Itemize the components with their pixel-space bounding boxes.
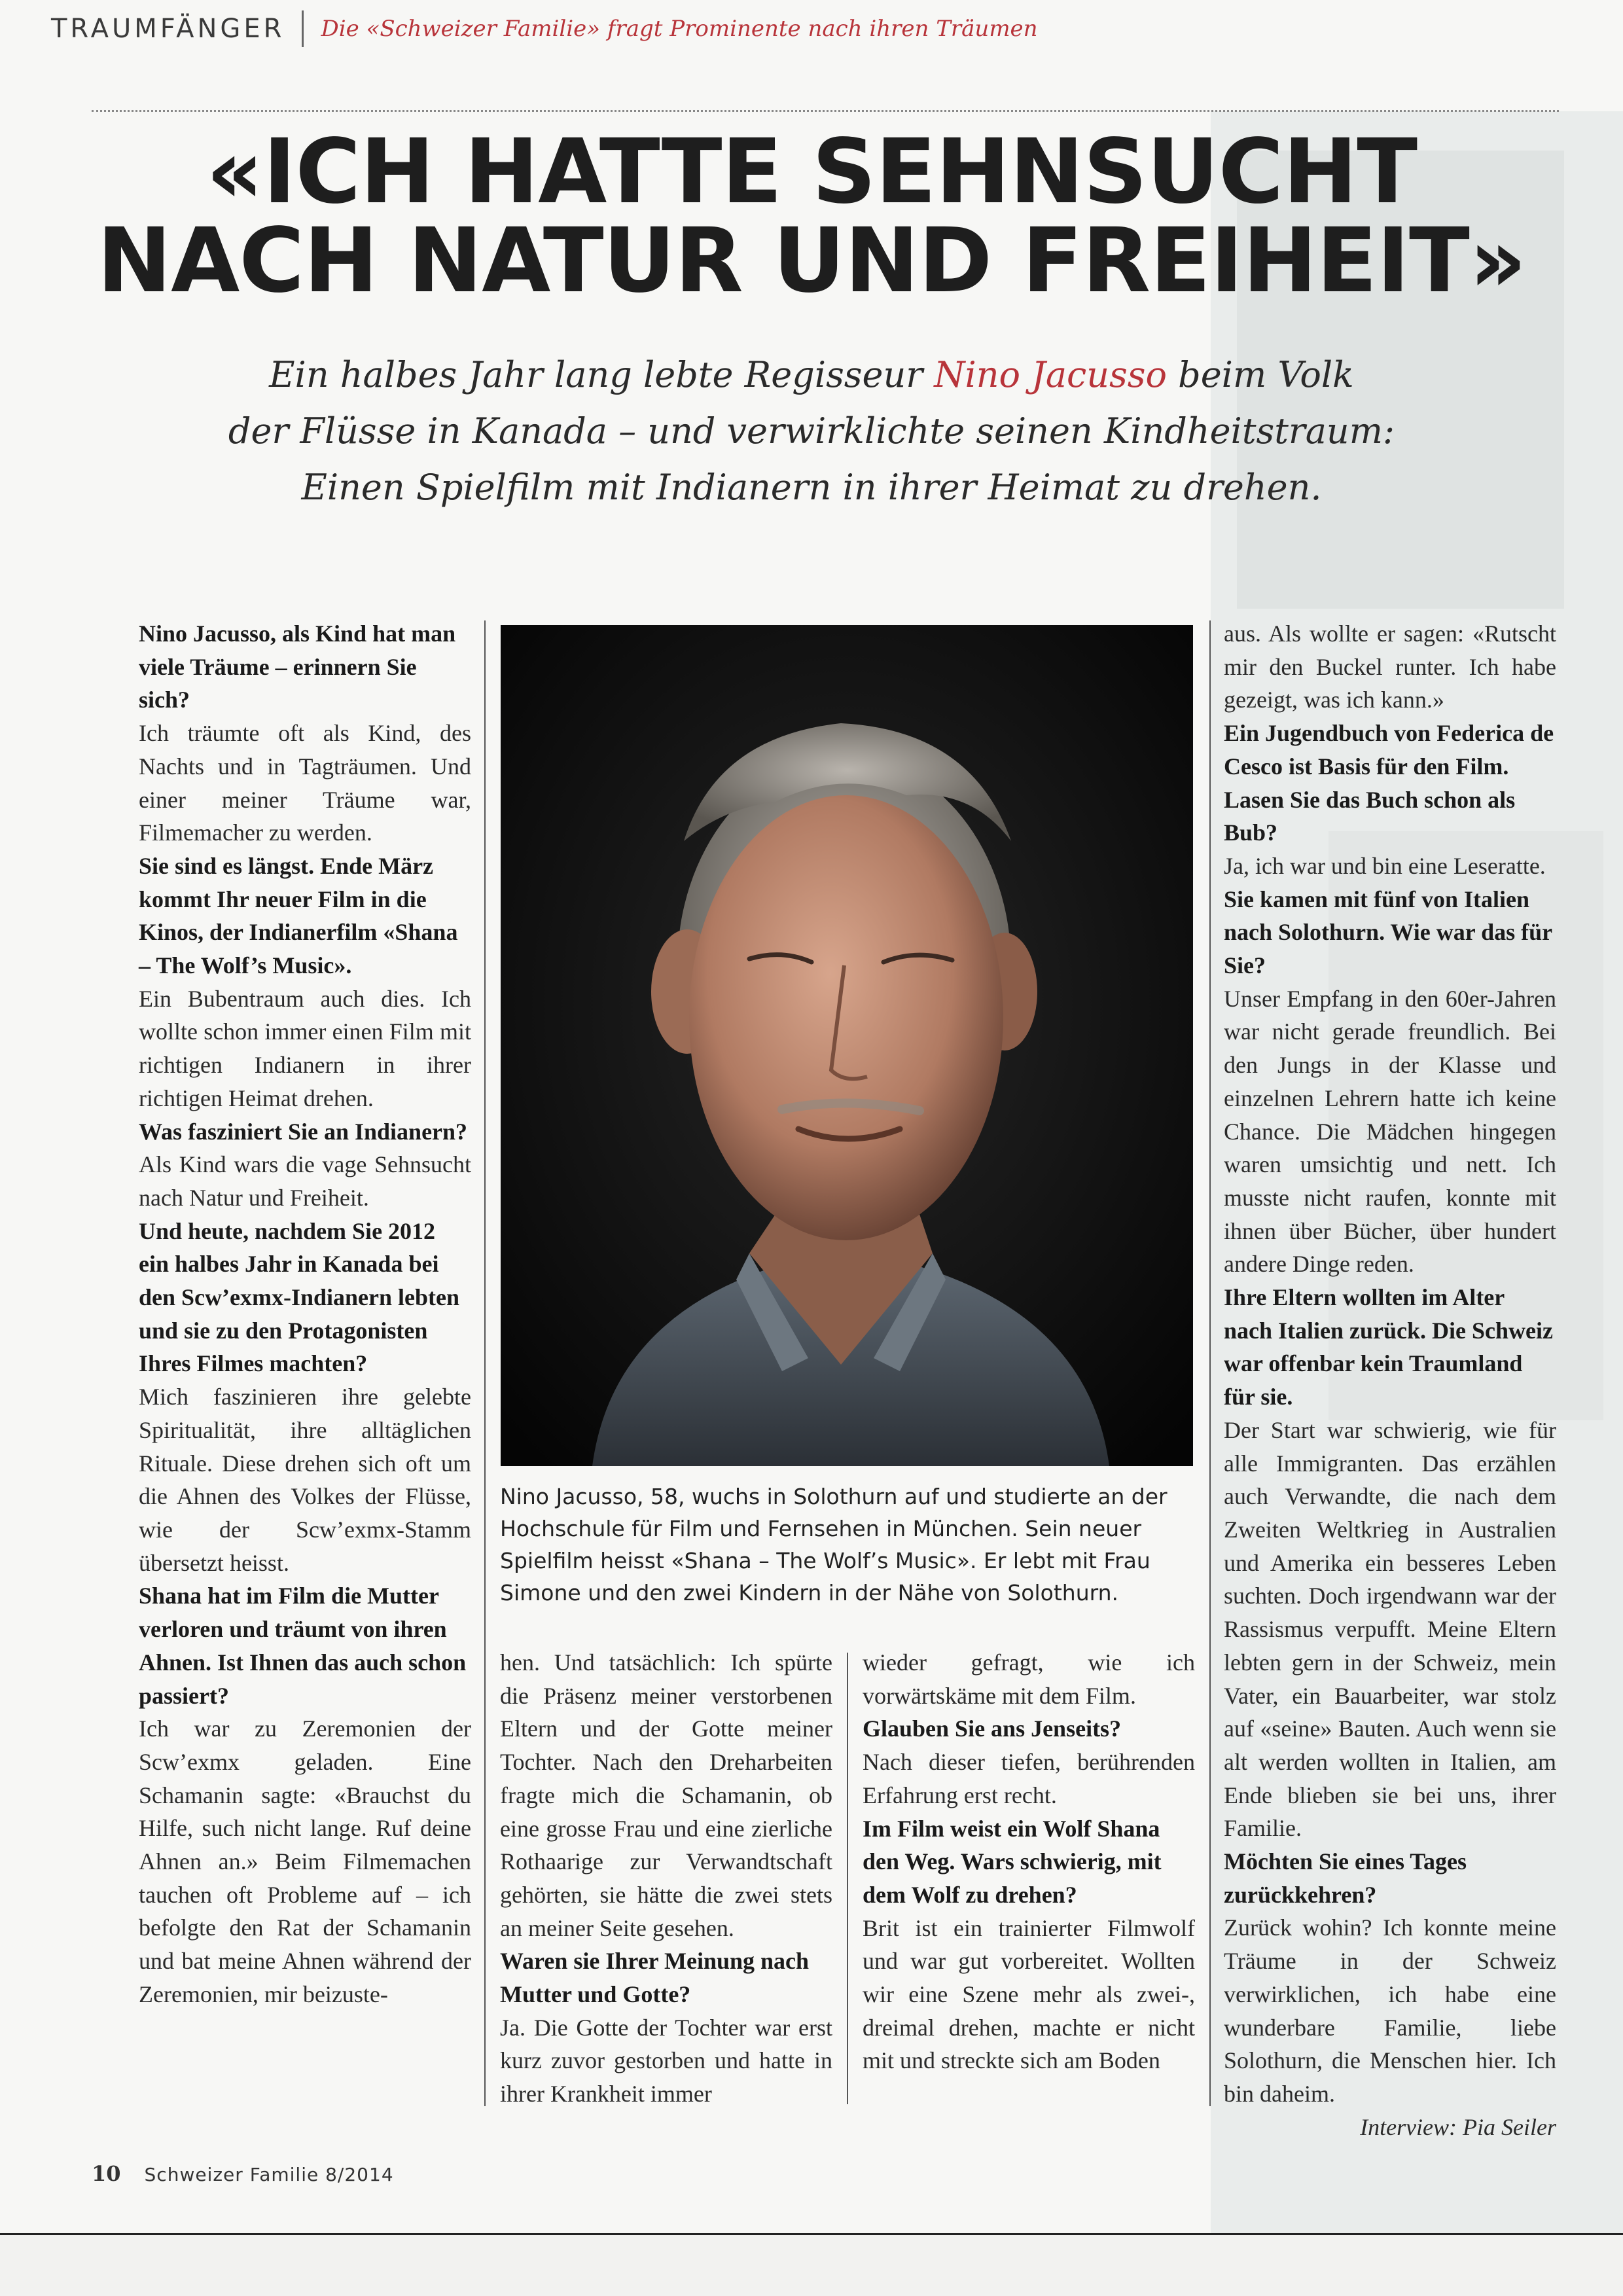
interview-question: Waren sie Ihrer Meinung nach Mutter und Gotte?: [500, 1948, 810, 2008]
section-tagline: Die «Schweizer Familie» fragt Prominente nach ihren Träumen: [321, 16, 1038, 42]
lead-name-highlight: Nino Jacusso: [934, 354, 1167, 395]
interview-question: Und heute, nachdem Sie 2012 ein halbes Jahr in Kanada bei den Scw’exmx-Indianern lebten und sie zu den Protagonisten Ihres Filmes machten?: [139, 1217, 460, 1377]
interview-question: Möchten Sie eines Tages zurückkehren?: [1224, 1848, 1467, 1908]
portrait-illustration: [501, 625, 1193, 1466]
portrait-photo: [501, 625, 1193, 1466]
headline-line-1: «ICH HATTE SEHNSUCHT: [205, 120, 1418, 224]
interview-answer: Ja. Die Gotte der Tochter war erst kurz zuvor gestorben und hatte in ihrer Krankheit immer: [500, 2014, 832, 2108]
lead-paragraph: [131, 347, 1492, 516]
dotted-rule: [92, 110, 1559, 112]
page-footer: [92, 2161, 394, 2186]
interview-question: Ihre Eltern wollten im Alter nach Italien zurück. Die Schweiz war offenbar kein Traumland für sie.: [1224, 1284, 1553, 1410]
column-rule-2: [847, 1653, 848, 2104]
interview-answer: Unser Empfang in den 60er-Jahren war nicht gerade freundlich. Bei den Jungs in der Klasse und einzelnen Lehrern hatte ich keine Chance. Die Mädchen hingegen waren umsichtig und nett. Ich musste nicht raufen, konnte mit ihnen über Bücher, über hundert andere Dinge reden.: [1224, 985, 1556, 1278]
article-column-2: [500, 1646, 832, 2111]
headline: [79, 120, 1544, 313]
interview-question: Shana hat im Film die Mutter verloren und träumt von ihren Ahnen. Ist Ihnen das auch schon passiert?: [139, 1583, 467, 1709]
interview-answer: Ja, ich war und bin eine Leseratte.: [1224, 852, 1546, 879]
interview-answer: aus. Als wollte er sagen: «Rutscht mir den Buckel runter. Ich habe gezeigt, was ich kann.»: [1224, 620, 1556, 713]
interview-question: Sie kamen mit fünf von Italien nach Solothurn. Wie war das für Sie?: [1224, 886, 1552, 979]
headline-line-2: NACH NATUR UND FREIHEIT»: [97, 209, 1526, 313]
article-column-3: [863, 1646, 1195, 2077]
face-shape: [689, 795, 1003, 1240]
interview-question: Im Film weist ein Wolf Shana den Weg. Wars schwierig, mit dem Wolf zu drehen?: [863, 1815, 1162, 1908]
interview-answer: hen. Und tatsächlich: Ich spürte die Präsenz meiner verstorbenen Eltern und der Gotte meiner Tochter. Nach den Dreharbeiten fragte mich die Schamanin, ob eine grosse Frau und eine zierliche Rothaarige zur Verwandtschaft gehörten, sie hätte die zwei stets an meiner Seite gesehen.: [500, 1649, 832, 1941]
interview-answer: Ich war zu Zeremonien der Scw’exmx geladen. Eine Schamanin sagte: «Brauchst du Hilfe, such nicht lange. Ruf deine Ahnen an.» Beim Filmemachen tauchen oft Probleme auf – ich befolgte den Rat der Schamanin und bat meine Ahnen während der Zeremonien, mir beizuste-: [139, 1715, 471, 2007]
interview-answer: Zurück wohin? Ich konnte meine Träume in der Schweiz verwirklichen, ich habe eine wunderbare Familie, liebe Solothurn, die Menschen hier. Ich bin daheim.: [1224, 1914, 1556, 2107]
interview-answer: Nach dieser tiefen, berührenden Erfahrung erst recht.: [863, 1749, 1195, 1808]
column-rule-3: [1209, 620, 1211, 2106]
interview-question: Ein Jugendbuch von Federica de Cesco ist Basis für den Film. Lasen Sie das Buch schon als Bub?: [1224, 720, 1554, 846]
column-rule-1: [484, 620, 486, 2106]
interview-question: Nino Jacusso, als Kind hat man viele Träume – erinnern Sie sich?: [139, 620, 456, 713]
interview-question: Glauben Sie ans Jenseits?: [863, 1715, 1122, 1742]
interview-answer: Ich träumte oft als Kind, des Nachts und in Tagträumen. Und einer meiner Träume war, Filmemacher zu werden.: [139, 720, 471, 846]
lead-line-3: Einen Spielfilm mit Indianern in ihrer Heimat zu drehen.: [301, 467, 1322, 508]
interview-question: Was fasziniert Sie an Indianern?: [139, 1118, 468, 1145]
interview-credit: Interview: Pia Seiler: [1360, 2113, 1556, 2140]
magazine-issue: Schweizer Familie 8/2014: [144, 2164, 394, 2185]
interview-answer: Als Kind wars die vage Sehnsucht nach Natur und Freiheit.: [139, 1151, 471, 1211]
article-column-1: [139, 617, 471, 2011]
interview-question: Sie sind es längst. Ende März kommt Ihr neuer Film in die Kinos, der Indianerfilm «Shana – The Wolf’s Music».: [139, 852, 458, 979]
interview-answer: Mich faszinieren ihre gelebte Spiritualität, ihre alltäglichen Rituale. Diese drehen sich oft um die Ahnen des Volkes der Flüsse, wie der Scw’exmx-Stamm übersetzt heisst.: [139, 1384, 471, 1576]
page-number: 10: [92, 2161, 121, 2186]
article-column-4: [1224, 617, 1556, 2144]
interview-answer: Der Start war schwierig, wie für alle Immigranten. Das erzählen auch Verwandte, die nach dem Zweiten Weltkrieg in Australien und Amerika ein besseres Leben suchten. Doch irgendwann war der Rassismus verpufft. Meine Eltern lebten gern in der Schweiz, mein Vater, ein Bauarbeiter, war stolz auf «seine» Bauten. Auch wenn sie alt werden wollten in Italien, am Ende blieben sie bei uns, ihrer Familie.: [1224, 1416, 1556, 1842]
header-divider: [302, 10, 304, 47]
section-header: [51, 9, 1038, 48]
interview-answer: Brit ist ein trainierter Filmwolf und war gut vorbereitet. Wollten wir eine Szene mehr als zwei-, dreimal drehen, machte er nicht mit und streckte sich am Boden: [863, 1914, 1195, 2074]
interview-answer: wieder gefragt, wie ich vorwärtskäme mit dem Film.: [863, 1649, 1195, 1709]
lead-line-1: Ein halbes Jahr lang lebte Regisseur Nino Jacusso beim Volk: [269, 354, 1354, 395]
photo-caption: Nino Jacusso, 58, wuchs in Solothurn auf und studierte an der Hochschule für Film und Fernsehen in München. Sein neuer Spielfilm heisst «Shana – The Wolf’s Music». Er lebt mit Frau Simone und den zwei Kindern in der Nähe von Solothurn.: [500, 1484, 1168, 1605]
interview-answer: Ein Bubentraum auch dies. Ich wollte schon immer einen Film mit richtigen Indianern in ihrer richtigen Heimat drehen.: [139, 985, 471, 1111]
section-title: TRAUMFÄNGER: [51, 14, 285, 44]
lead-line-2: der Flüsse in Kanada – und verwirklichte seinen Kindheitstraum:: [228, 410, 1395, 452]
